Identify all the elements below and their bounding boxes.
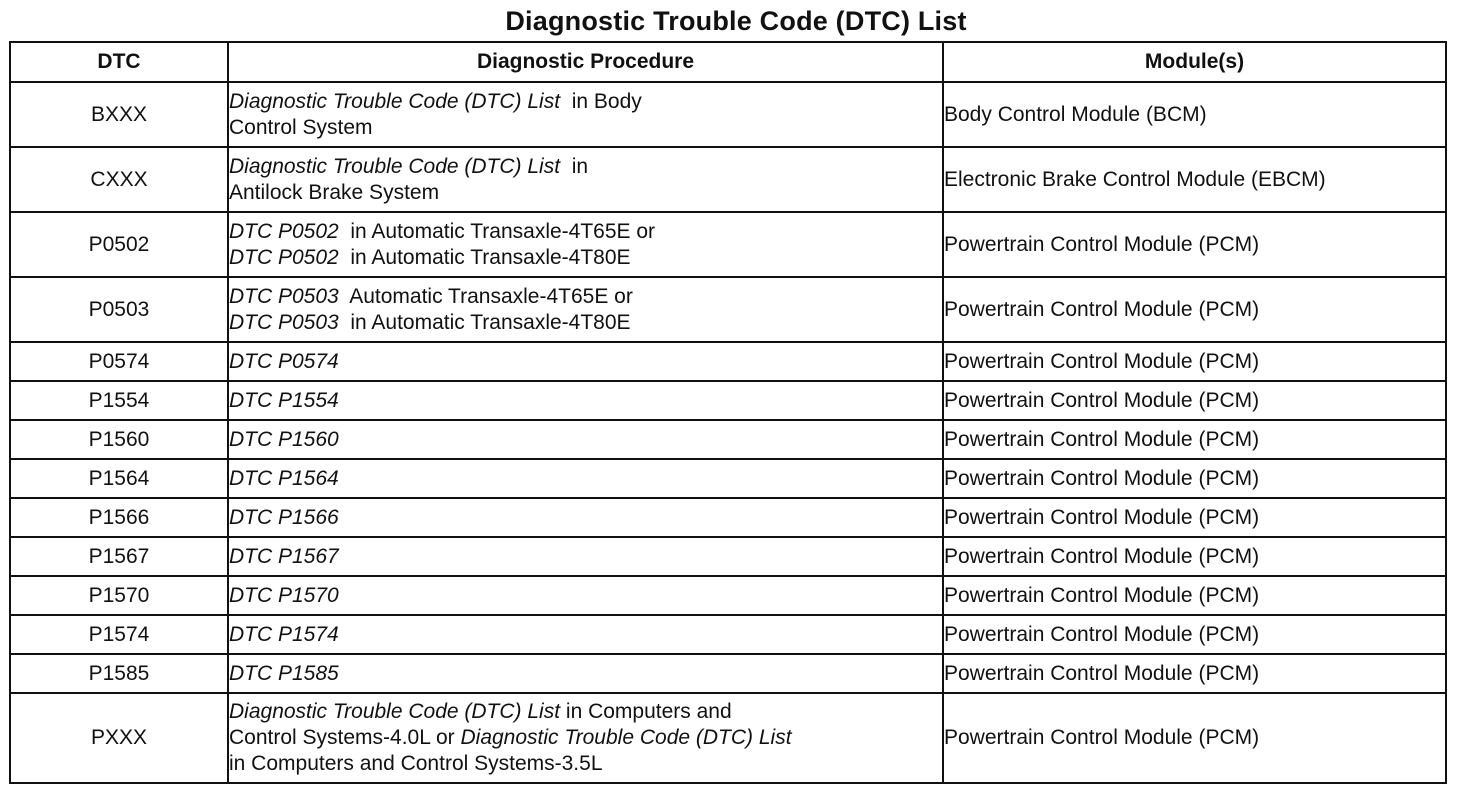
module-cell: Powertrain Control Module (PCM) [943,212,1446,277]
module-cell: Electronic Brake Control Module (EBCM) [943,147,1446,212]
table-row [10,693,1446,783]
module-cell: Powertrain Control Module (PCM) [943,277,1446,342]
procedure-reference-text: DTC P0503 [229,284,339,308]
dtc-code-cell: P1564 [10,459,228,498]
procedure-reference-text: DTC P0503 [229,310,339,334]
table-row [10,576,1446,615]
procedure-line [229,699,942,725]
diagnostic-procedure-cell [228,615,943,654]
diagnostic-procedure-cell [228,420,943,459]
diagnostic-procedure-cell [228,212,943,277]
dtc-code-cell: P1566 [10,498,228,537]
procedure-reference-text: DTC P1570 [229,583,339,607]
table-row [10,147,1446,212]
procedure-text: Control System [229,115,373,139]
module-cell: Powertrain Control Module (PCM) [943,459,1446,498]
procedure-line [229,154,942,180]
dtc-code-cell: PXXX [10,693,228,783]
diagnostic-procedure-cell [228,381,943,420]
procedure-reference-text: DTC P1585 [229,661,339,685]
procedure-reference-text: Diagnostic Trouble Code (DTC) List [229,154,561,178]
module-cell: Powertrain Control Module (PCM) [943,576,1446,615]
dtc-code-cell: P0502 [10,212,228,277]
procedure-text: in Automatic Transaxle-4T65E or [338,219,656,243]
module-cell: Powertrain Control Module (PCM) [943,420,1446,459]
procedure-line [229,284,942,310]
diagnostic-procedure-cell [228,459,943,498]
procedure-text: Antilock Brake System [229,180,440,204]
module-cell: Powertrain Control Module (PCM) [943,342,1446,381]
procedure-line [229,544,942,570]
procedure-text: in Automatic Transaxle-4T80E [338,245,631,269]
dtc-code-cell: P1560 [10,420,228,459]
procedure-line [229,661,942,687]
module-cell: Powertrain Control Module (PCM) [943,537,1446,576]
procedure-reference-text: DTC P1567 [229,544,339,568]
procedure-text: in Computers and [560,700,732,723]
diagnostic-procedure-cell [228,82,943,147]
procedure-line [229,751,942,777]
table-row [10,212,1446,277]
dtc-code-cell: P1585 [10,654,228,693]
table-row [10,381,1446,420]
procedure-reference-text: DTC P1560 [229,427,339,451]
diagnostic-procedure-cell [228,693,943,783]
table-row [10,342,1446,381]
procedure-reference-text: Diagnostic Trouble Code (DTC) List [229,89,561,113]
diagnostic-procedure-cell [228,498,943,537]
procedure-reference-text: DTC P1566 [229,505,339,529]
procedure-text: Automatic Transaxle-4T65E or [338,284,633,308]
dtc-code-cell: P1554 [10,381,228,420]
procedure-line [229,505,942,531]
procedure-reference-text: Diagnostic Trouble Code (DTC) List [229,700,561,723]
dtc-code-cell: P1567 [10,537,228,576]
table-row [10,615,1446,654]
module-cell: Powertrain Control Module (PCM) [943,615,1446,654]
column-header-modules: Module(s) [943,42,1446,82]
procedure-reference-text: DTC P0502 [229,245,339,269]
procedure-reference-text: DTC P0502 [229,219,339,243]
table-body [10,82,1446,783]
procedure-line [229,388,942,414]
dtc-table [9,41,1447,784]
dtc-code-cell: P0503 [10,277,228,342]
table-row [10,654,1446,693]
diagnostic-procedure-cell [228,537,943,576]
diagnostic-procedure-cell [228,654,943,693]
procedure-reference-text: DTC P0574 [229,349,339,373]
procedure-line [229,466,942,492]
dtc-code-cell: P0574 [10,342,228,381]
procedure-line [229,583,942,609]
procedure-line [229,115,942,141]
dtc-code-cell: P1570 [10,576,228,615]
procedure-line [229,349,942,375]
procedure-reference-text: DTC P1554 [229,388,339,412]
procedure-text: in Computers and Control Systems-3.5L [229,752,603,775]
module-cell: Powertrain Control Module (PCM) [943,654,1446,693]
procedure-reference-text: DTC P1574 [229,622,339,646]
procedure-text: in Body [560,89,642,113]
procedure-reference-text: DTC P1564 [229,466,339,490]
table-row [10,459,1446,498]
dtc-code-cell: BXXX [10,82,228,147]
procedure-line [229,427,942,453]
table-header-row [10,42,1446,82]
procedure-text: Control Systems-4.0L or [229,726,461,749]
procedure-line [229,180,942,206]
column-header-dtc: DTC [10,42,228,82]
diagnostic-procedure-cell [228,277,943,342]
column-header-procedure: Diagnostic Procedure [228,42,943,82]
module-cell: Powertrain Control Module (PCM) [943,381,1446,420]
procedure-reference-text: Diagnostic Trouble Code (DTC) List [460,726,792,749]
table-row [10,277,1446,342]
table-row [10,498,1446,537]
table-row [10,420,1446,459]
dtc-code-cell: P1574 [10,615,228,654]
procedure-line [229,89,942,115]
table-row [10,82,1446,147]
module-cell: Powertrain Control Module (PCM) [943,693,1446,783]
diagnostic-procedure-cell [228,576,943,615]
procedure-text: in Automatic Transaxle-4T80E [338,310,631,334]
procedure-text: in [560,154,589,178]
diagnostic-procedure-cell [228,342,943,381]
procedure-line [229,310,942,336]
procedure-line [229,622,942,648]
procedure-line [229,725,942,751]
page-title: Diagnostic Trouble Code (DTC) List [505,6,967,36]
dtc-code-cell: CXXX [10,147,228,212]
procedure-line [229,245,942,271]
module-cell: Body Control Module (BCM) [943,82,1446,147]
diagnostic-procedure-cell [228,147,943,212]
table-row [10,537,1446,576]
module-cell: Powertrain Control Module (PCM) [943,498,1446,537]
procedure-line [229,219,942,245]
